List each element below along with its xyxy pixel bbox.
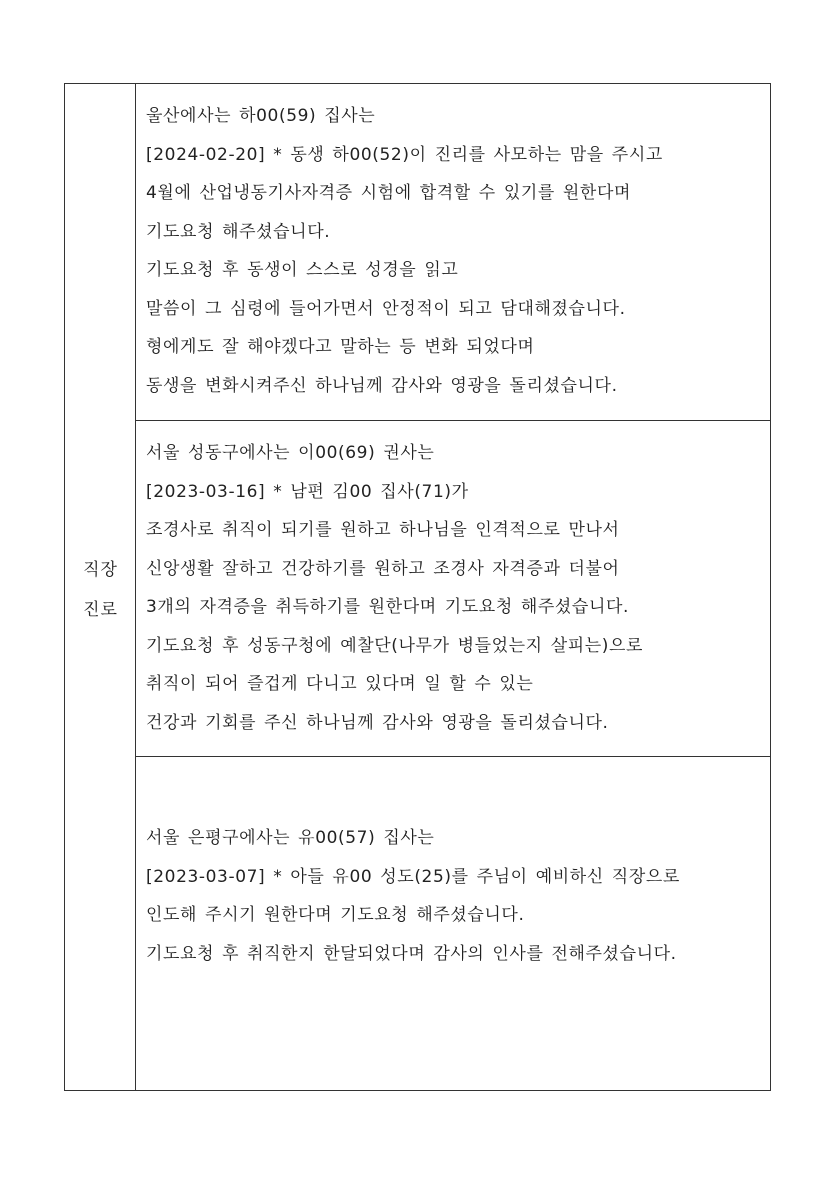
entry-cell-3 (136, 757, 771, 1090)
entry-1-line-8: 동생을 변화시켜주신 하나님께 감사와 영광을 돌리셨습니다. (146, 375, 618, 396)
category-label-line2: 진로 (83, 600, 118, 620)
entry-1-line-1: 울산에사는 하00(59) 집사는 (146, 106, 376, 126)
entry-2-line-7: 취직이 되어 즐겁게 다니고 있다며 일 할 수 있는 (146, 674, 534, 694)
entry-1-line-3: 4월에 산업냉동기사자격증 시험에 합격할 수 있기를 원한다며 (146, 183, 631, 203)
entry-3-line-4: 기도요청 후 취직한지 한달되었다며 감사의 인사를 전해주셨습니다. (146, 943, 677, 964)
entry-1-line-7: 형에게도 잘 해야겠다고 말하는 등 변화 되었다며 (146, 337, 535, 357)
category-cell (65, 84, 136, 1090)
entry-2-line-6: 기도요청 후 성동구청에 예찰단(나무가 병들었는지 살피는)으로 (146, 635, 644, 656)
entry-2-line-3: 조경사로 취직이 되기를 원하고 하나님을 인격적으로 만나서 (146, 520, 620, 540)
entry-3-line-1: 서울 은평구에사는 유00(57) 집사는 (146, 828, 435, 848)
entry-cell-1 (136, 84, 771, 421)
entry-2-line-5: 3개의 자격증을 취득하기를 원한다며 기도요청 해주셨습니다. (146, 597, 629, 617)
entry-2-line-4: 신앙생활 잘하고 건강하기를 원하고 조경사 자격증과 더불어 (146, 558, 620, 579)
entry-1-line-6: 말씀이 그 심령에 들어가면서 안정적이 되고 담대해졌습니다. (146, 298, 626, 319)
entry-3-line-2: [2023-03-07] * 아들 유00 성도(25)를 주님이 예비하신 직장으로 (146, 866, 680, 887)
category-label-line1: 직장 (83, 560, 118, 580)
entry-3-line-3: 인도해 주시기 원한다며 기도요청 해주셨습니다. (146, 905, 525, 925)
entry-2-line-1: 서울 성동구에사는 이00(69) 권사는 (146, 443, 435, 463)
entry-2-line-8: 건강과 기회를 주신 하나님께 감사와 영광을 돌리셨습니다. (146, 712, 609, 733)
entry-2-line-2: [2023-03-16] * 남편 김00 집사(71)가 (146, 481, 469, 502)
entry-1-line-2: [2024-02-20] * 동생 하00(52)이 진리를 사모하는 맘을 주시고 (146, 144, 663, 165)
testimony-table (64, 83, 771, 1091)
entry-1-line-5: 기도요청 후 동생이 스스로 성경을 읽고 (146, 260, 459, 280)
entry-1-line-4: 기도요청 해주셨습니다. (146, 221, 331, 242)
entry-cell-2 (136, 421, 771, 757)
